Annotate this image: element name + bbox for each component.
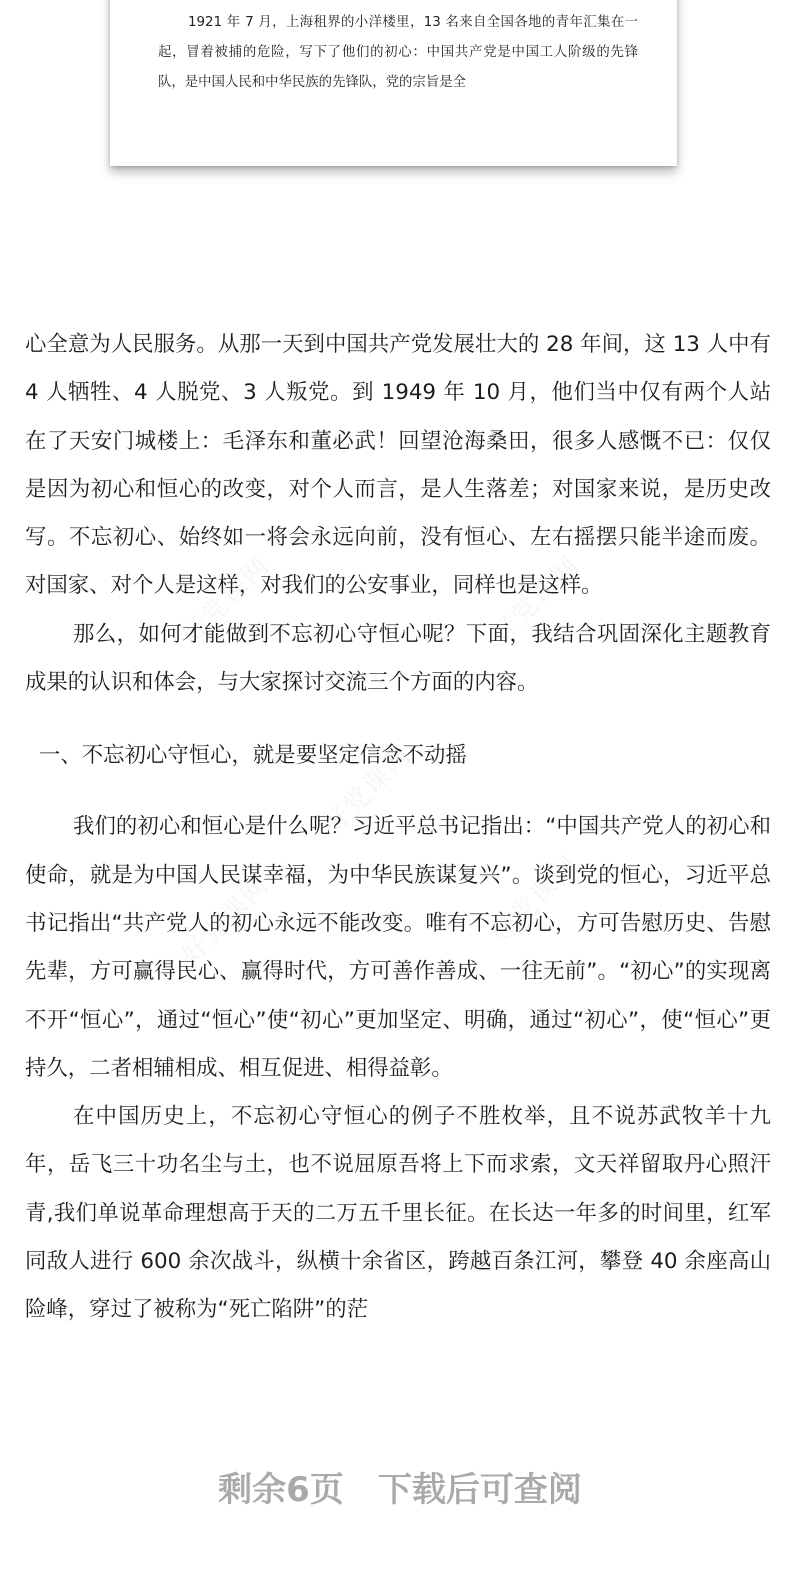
preview-paragraph: 1921 年 7 月，上海租界的小洋楼里，13 名来自全国各地的青年汇集在一起，冒着被捕的危险，写下了他们的初心：中国共产党是中国工人阶级的先锋队，是中国人民和中华民族的先锋队，党的宗旨是全 <box>158 15 638 90</box>
paragraph: 我们的初心和恒心是什么呢？习近平总书记指出：“中国共产党人的初心和使命，就是为中国人民谋幸福，为中华民族谋复兴”。谈到党的恒心，习近平总书记指出“共产党人的初心永远不能改变。唯有不忘初心，方可告慰历史、告慰先辈，方可赢得民心、赢得时代，方可善作善成、一往无前”。“初心”的实现离不开“恒心”，通过“恒心”使“初心”更加坚定、明确，通过“初心”，使“恒心”更持久，二者相辅相成、相互促进、相得益彰。 <box>25 814 771 1081</box>
download-prompt-button[interactable] <box>0 1462 800 1511</box>
section-heading: 一、不忘初心守恒心，就是要坚定信念不动摇 <box>39 743 467 769</box>
document-body <box>25 321 771 1335</box>
paragraph: 在中国历史上，不忘初心守恒心的例子不胜枚举，且不说苏武牧羊十九年，岳飞三十功名尘与土，也不说屈原吾将上下而求索，文天祥留取丹心照汗青,我们单说革命理想高于天的二万五千里长征。在长达一年多的时间里，红军同敌人进行 600 余次战斗，纵横十余省区，跨越百条江河，攀登 40 余座高山险峰，穿过了被称为“死亡陷阱”的茫 <box>25 1104 771 1323</box>
remaining-pages-label: 剩余6页 <box>218 1470 344 1510</box>
paragraph: 心全意为人民服务。从那一天到中国共产党发展壮大的 28 年间，这 13 人中有 4 人牺牲、4 人脱党、3 人叛党。到 1949 年 10 月，他们当中仅有两个人站在了天安门城楼上：毛泽东和董必武！回望沧海桑田，很多人感慨不已：仅仅是因为初心和恒心的改变，对个人而言，是人生落差；对国家来说，是历史改写。不忘初心、始终如一将会永远向前，没有恒心、左右摇摆只能半途而废。对国家、对个人是这样，对我们的公安事业，同样也是这样。 <box>25 332 771 599</box>
paragraph: 那么，如何才能做到不忘初心守恒心呢？下面，我结合巩固深化主题教育成果的认识和体会，与大家探讨交流三个方面的内容。 <box>25 621 771 696</box>
download-to-view-label: 下载后可查阅 <box>377 1470 582 1510</box>
page-preview-card <box>110 0 677 166</box>
